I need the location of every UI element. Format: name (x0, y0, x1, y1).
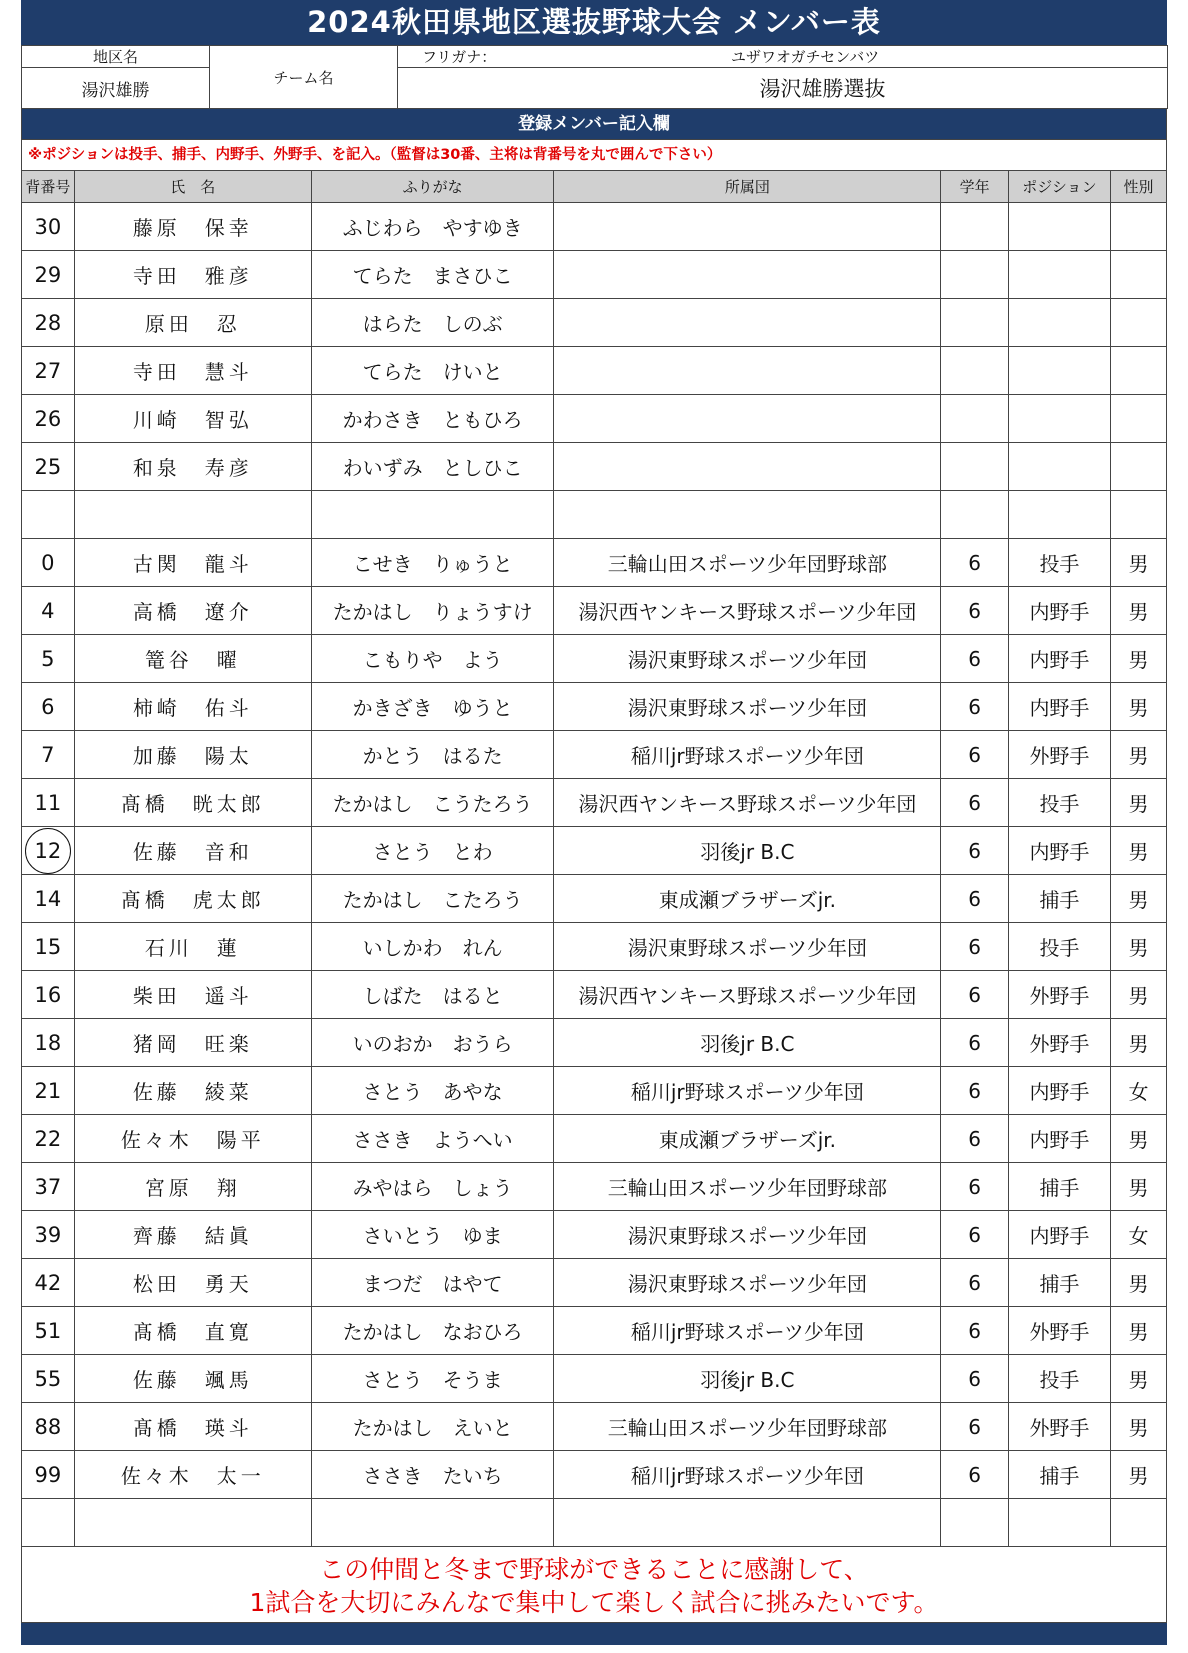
table-row (22, 443, 1167, 491)
row-name: 髙橋 晄太郎 (74, 779, 311, 827)
row-position: 捕手 (1008, 875, 1110, 923)
row-club: 湯沢東野球スポーツ少年団 (554, 1211, 941, 1259)
row-kana: さとう とわ (311, 827, 553, 875)
row-grade (941, 347, 1008, 395)
row-sex (1111, 491, 1167, 539)
row-number: 26 (22, 395, 75, 443)
row-name: 和泉 寿彦 (74, 443, 311, 491)
row-number: 14 (22, 875, 75, 923)
col-number: 背番号 (22, 171, 75, 203)
row-grade (941, 1499, 1008, 1547)
district-label: 地区名 (22, 46, 210, 68)
table-row (22, 347, 1167, 395)
row-position (1008, 1499, 1110, 1547)
row-position: 内野手 (1008, 1115, 1110, 1163)
row-grade (941, 395, 1008, 443)
row-number: 39 (22, 1211, 75, 1259)
row-position: 投手 (1008, 1355, 1110, 1403)
row-grade (941, 443, 1008, 491)
table-row (22, 1451, 1167, 1499)
row-sex: 男 (1111, 683, 1167, 731)
row-sex: 女 (1111, 1211, 1167, 1259)
table-row (22, 251, 1167, 299)
row-grade: 6 (941, 1163, 1008, 1211)
table-row (22, 203, 1167, 251)
row-kana: わいずみ としひこ (311, 443, 553, 491)
row-club (554, 203, 941, 251)
row-kana (311, 1499, 553, 1547)
row-kana: ささき たいち (311, 1451, 553, 1499)
col-sex: 性別 (1111, 171, 1167, 203)
row-position: 内野手 (1008, 1211, 1110, 1259)
row-grade: 6 (941, 971, 1008, 1019)
bottom-bar (21, 1623, 1167, 1645)
row-name: 柿崎 佑斗 (74, 683, 311, 731)
row-number (22, 827, 75, 875)
row-position (1008, 443, 1110, 491)
row-grade: 6 (941, 1451, 1008, 1499)
row-name: 髙橋 虎太郎 (74, 875, 311, 923)
row-club: 湯沢西ヤンキース野球スポーツ少年団 (554, 971, 941, 1019)
table-row (22, 1163, 1167, 1211)
row-name: 髙橋 直寛 (74, 1307, 311, 1355)
row-club (554, 395, 941, 443)
row-sex (1111, 347, 1167, 395)
row-name: 齊藤 結眞 (74, 1211, 311, 1259)
row-position: 投手 (1008, 923, 1110, 971)
row-name (74, 1499, 311, 1547)
row-position (1008, 395, 1110, 443)
row-number: 29 (22, 251, 75, 299)
row-kana: かわさき ともひろ (311, 395, 553, 443)
row-sex: 男 (1111, 1355, 1167, 1403)
team-message-line-1: この仲間と冬まで野球ができることに感謝して、 (319, 1555, 869, 1584)
row-number: 51 (22, 1307, 75, 1355)
row-club: 三輪山田スポーツ少年団野球部 (554, 1403, 941, 1451)
row-number: 28 (22, 299, 75, 347)
row-grade: 6 (941, 1355, 1008, 1403)
row-name: 原田 忍 (74, 299, 311, 347)
row-club: 東成瀬ブラザーズjr. (554, 875, 941, 923)
row-name: 寺田 雅彦 (74, 251, 311, 299)
row-grade: 6 (941, 731, 1008, 779)
row-name: 寺田 慧斗 (74, 347, 311, 395)
row-kana: いのおか おうら (311, 1019, 553, 1067)
row-grade (941, 299, 1008, 347)
row-position: 外野手 (1008, 971, 1110, 1019)
table-row (22, 1403, 1167, 1451)
row-name: 古関 龍斗 (74, 539, 311, 587)
row-kana: たかはし りょうすけ (311, 587, 553, 635)
table-row (22, 779, 1167, 827)
row-grade: 6 (941, 635, 1008, 683)
roster-body (22, 203, 1167, 1547)
row-position (1008, 347, 1110, 395)
row-grade: 6 (941, 1019, 1008, 1067)
table-row (22, 1211, 1167, 1259)
member-sheet (21, 0, 1167, 1645)
row-club: 羽後jr B.C (554, 1355, 941, 1403)
row-sex: 男 (1111, 971, 1167, 1019)
row-grade (941, 251, 1008, 299)
table-row (22, 1307, 1167, 1355)
roster-table (21, 170, 1167, 1547)
row-kana: たかはし えいと (311, 1403, 553, 1451)
row-kana: てらた まさひこ (311, 251, 553, 299)
row-club (554, 299, 941, 347)
row-sex: 女 (1111, 1067, 1167, 1115)
row-club (554, 491, 941, 539)
row-number: 7 (22, 731, 75, 779)
col-position: ポジション (1008, 171, 1110, 203)
row-kana: さとう あやな (311, 1067, 553, 1115)
row-sex: 男 (1111, 539, 1167, 587)
row-number: 4 (22, 587, 75, 635)
row-sex: 男 (1111, 1019, 1167, 1067)
row-name: 加藤 陽太 (74, 731, 311, 779)
table-row (22, 1355, 1167, 1403)
row-sex: 男 (1111, 635, 1167, 683)
row-club: 湯沢東野球スポーツ少年団 (554, 923, 941, 971)
table-row (22, 395, 1167, 443)
col-kana: ふりがな (311, 171, 553, 203)
row-position: 外野手 (1008, 731, 1110, 779)
row-number: 6 (22, 683, 75, 731)
row-sex: 男 (1111, 587, 1167, 635)
row-sex (1111, 443, 1167, 491)
row-sex: 男 (1111, 875, 1167, 923)
row-name: 藤原 保幸 (74, 203, 311, 251)
row-grade: 6 (941, 923, 1008, 971)
row-kana (311, 491, 553, 539)
section-title: 登録メンバー記入欄 (21, 109, 1167, 139)
row-sex (1111, 251, 1167, 299)
row-kana: しばた はると (311, 971, 553, 1019)
row-number (22, 1499, 75, 1547)
row-kana: こもりや よう (311, 635, 553, 683)
row-sex: 男 (1111, 1259, 1167, 1307)
row-kana: たかはし なおひろ (311, 1307, 553, 1355)
row-club: 稲川jr野球スポーツ少年団 (554, 731, 941, 779)
row-name (74, 491, 311, 539)
row-name: 高橋 遼介 (74, 587, 311, 635)
table-row (22, 1259, 1167, 1307)
table-row (22, 827, 1167, 875)
row-name: 篭谷 曜 (74, 635, 311, 683)
row-number: 11 (22, 779, 75, 827)
row-kana: はらた しのぶ (311, 299, 553, 347)
row-name: 佐々木 太一 (74, 1451, 311, 1499)
row-kana: たかはし こうたろう (311, 779, 553, 827)
table-row (22, 923, 1167, 971)
row-grade: 6 (941, 1067, 1008, 1115)
row-club (554, 1499, 941, 1547)
row-grade: 6 (941, 1115, 1008, 1163)
row-name: 佐藤 颯馬 (74, 1355, 311, 1403)
row-number: 37 (22, 1163, 75, 1211)
row-sex: 男 (1111, 1307, 1167, 1355)
table-row (22, 299, 1167, 347)
row-kana: ふじわら やすゆき (311, 203, 553, 251)
row-name: 柴田 遥斗 (74, 971, 311, 1019)
row-grade: 6 (941, 1403, 1008, 1451)
row-name: 猪岡 旺楽 (74, 1019, 311, 1067)
row-club (554, 251, 941, 299)
row-grade: 6 (941, 1259, 1008, 1307)
row-position: 捕手 (1008, 1259, 1110, 1307)
col-grade: 学年 (941, 171, 1008, 203)
row-kana: かとう はるた (311, 731, 553, 779)
table-row (22, 635, 1167, 683)
row-position (1008, 299, 1110, 347)
row-position: 投手 (1008, 539, 1110, 587)
row-sex: 男 (1111, 923, 1167, 971)
row-sex (1111, 395, 1167, 443)
row-grade: 6 (941, 779, 1008, 827)
row-kana: まつだ はやて (311, 1259, 553, 1307)
row-name: 髙橋 瑛斗 (74, 1403, 311, 1451)
row-club: 湯沢東野球スポーツ少年団 (554, 683, 941, 731)
row-sex: 男 (1111, 1451, 1167, 1499)
col-club: 所属団 (554, 171, 941, 203)
row-club: 湯沢西ヤンキース野球スポーツ少年団 (554, 587, 941, 635)
row-name: 川崎 智弘 (74, 395, 311, 443)
table-row (22, 1115, 1167, 1163)
table-row (22, 731, 1167, 779)
table-row (22, 875, 1167, 923)
row-name: 石川 蓮 (74, 923, 311, 971)
row-club: 三輪山田スポーツ少年団野球部 (554, 539, 941, 587)
table-row (22, 1019, 1167, 1067)
row-kana: かきざき ゆうと (311, 683, 553, 731)
row-position (1008, 251, 1110, 299)
row-name: 佐藤 音和 (74, 827, 311, 875)
row-sex: 男 (1111, 779, 1167, 827)
row-position: 内野手 (1008, 683, 1110, 731)
row-kana: てらた けいと (311, 347, 553, 395)
row-club: 三輪山田スポーツ少年団野球部 (554, 1163, 941, 1211)
row-number: 18 (22, 1019, 75, 1067)
furigana-value: ユザワオガチセンバツ (731, 48, 880, 66)
team-message-line-2: 1試合を大切にみんなで集中して楽しく試合に挑みたいです。 (249, 1588, 939, 1617)
row-number: 15 (22, 923, 75, 971)
row-sex: 男 (1111, 1403, 1167, 1451)
row-club: 東成瀬ブラザーズjr. (554, 1115, 941, 1163)
row-kana: さとう そうま (311, 1355, 553, 1403)
row-number: 42 (22, 1259, 75, 1307)
row-number: 99 (22, 1451, 75, 1499)
row-club: 羽後jr B.C (554, 1019, 941, 1067)
row-sex (1111, 1499, 1167, 1547)
row-kana: たかはし こたろう (311, 875, 553, 923)
row-name: 佐藤 綾菜 (74, 1067, 311, 1115)
row-position: 内野手 (1008, 1067, 1110, 1115)
table-row (22, 1499, 1167, 1547)
row-position: 内野手 (1008, 587, 1110, 635)
row-position (1008, 491, 1110, 539)
captain-number-circle: 12 (25, 828, 71, 874)
row-number: 16 (22, 971, 75, 1019)
row-position: 内野手 (1008, 635, 1110, 683)
row-number: 5 (22, 635, 75, 683)
row-club: 湯沢西ヤンキース野球スポーツ少年団 (554, 779, 941, 827)
row-grade: 6 (941, 587, 1008, 635)
table-row (22, 683, 1167, 731)
row-club: 湯沢東野球スポーツ少年団 (554, 635, 941, 683)
table-row (22, 1067, 1167, 1115)
team-label: チーム名 (210, 46, 398, 109)
row-grade: 6 (941, 539, 1008, 587)
row-club: 稲川jr野球スポーツ少年団 (554, 1067, 941, 1115)
row-name: 佐々木 陽平 (74, 1115, 311, 1163)
row-sex: 男 (1111, 1115, 1167, 1163)
row-name: 松田 勇天 (74, 1259, 311, 1307)
row-position (1008, 203, 1110, 251)
row-position: 外野手 (1008, 1307, 1110, 1355)
table-row (22, 587, 1167, 635)
row-club (554, 347, 941, 395)
row-kana: いしかわ れん (311, 923, 553, 971)
row-grade: 6 (941, 875, 1008, 923)
row-club: 稲川jr野球スポーツ少年団 (554, 1307, 941, 1355)
row-grade: 6 (941, 1211, 1008, 1259)
row-sex (1111, 299, 1167, 347)
row-position: 捕手 (1008, 1451, 1110, 1499)
row-number: 21 (22, 1067, 75, 1115)
instruction-note: ※ポジションは投手、捕手、内野手、外野手、を記入。（監督は30番、主将は背番号を丸で囲んで下さい） (21, 139, 1167, 170)
row-number: 22 (22, 1115, 75, 1163)
row-position: 投手 (1008, 779, 1110, 827)
row-number (22, 491, 75, 539)
row-club: 羽後jr B.C (554, 827, 941, 875)
row-club: 湯沢東野球スポーツ少年団 (554, 1259, 941, 1307)
col-name: 氏 名 (74, 171, 311, 203)
row-sex (1111, 203, 1167, 251)
furigana-label: フリガナ： (422, 48, 497, 66)
row-grade (941, 491, 1008, 539)
team-info-table (21, 45, 1168, 109)
table-row (22, 971, 1167, 1019)
table-row (22, 539, 1167, 587)
row-position: 外野手 (1008, 1403, 1110, 1451)
row-number: 30 (22, 203, 75, 251)
table-row (22, 491, 1167, 539)
district-value: 湯沢雄勝 (22, 68, 210, 109)
sheet-title: 2024秋田県地区選抜野球大会 メンバー表 (21, 0, 1167, 45)
row-position: 外野手 (1008, 1019, 1110, 1067)
row-grade: 6 (941, 827, 1008, 875)
row-grade (941, 203, 1008, 251)
row-position: 捕手 (1008, 1163, 1110, 1211)
row-kana: ささき ようへい (311, 1115, 553, 1163)
furigana-cell (398, 46, 1168, 68)
row-kana: さいとう ゆま (311, 1211, 553, 1259)
row-kana: みやはら しょう (311, 1163, 553, 1211)
row-number: 88 (22, 1403, 75, 1451)
row-position: 内野手 (1008, 827, 1110, 875)
row-number: 25 (22, 443, 75, 491)
team-name: 湯沢雄勝選抜 (398, 68, 1168, 109)
row-kana: こせき りゅうと (311, 539, 553, 587)
row-sex: 男 (1111, 731, 1167, 779)
row-name: 宮原 翔 (74, 1163, 311, 1211)
row-number: 0 (22, 539, 75, 587)
row-grade: 6 (941, 1307, 1008, 1355)
row-grade: 6 (941, 683, 1008, 731)
row-club: 稲川jr野球スポーツ少年団 (554, 1451, 941, 1499)
row-sex: 男 (1111, 1163, 1167, 1211)
row-club (554, 443, 941, 491)
row-number: 27 (22, 347, 75, 395)
team-message (21, 1547, 1167, 1623)
row-number: 55 (22, 1355, 75, 1403)
row-sex: 男 (1111, 827, 1167, 875)
